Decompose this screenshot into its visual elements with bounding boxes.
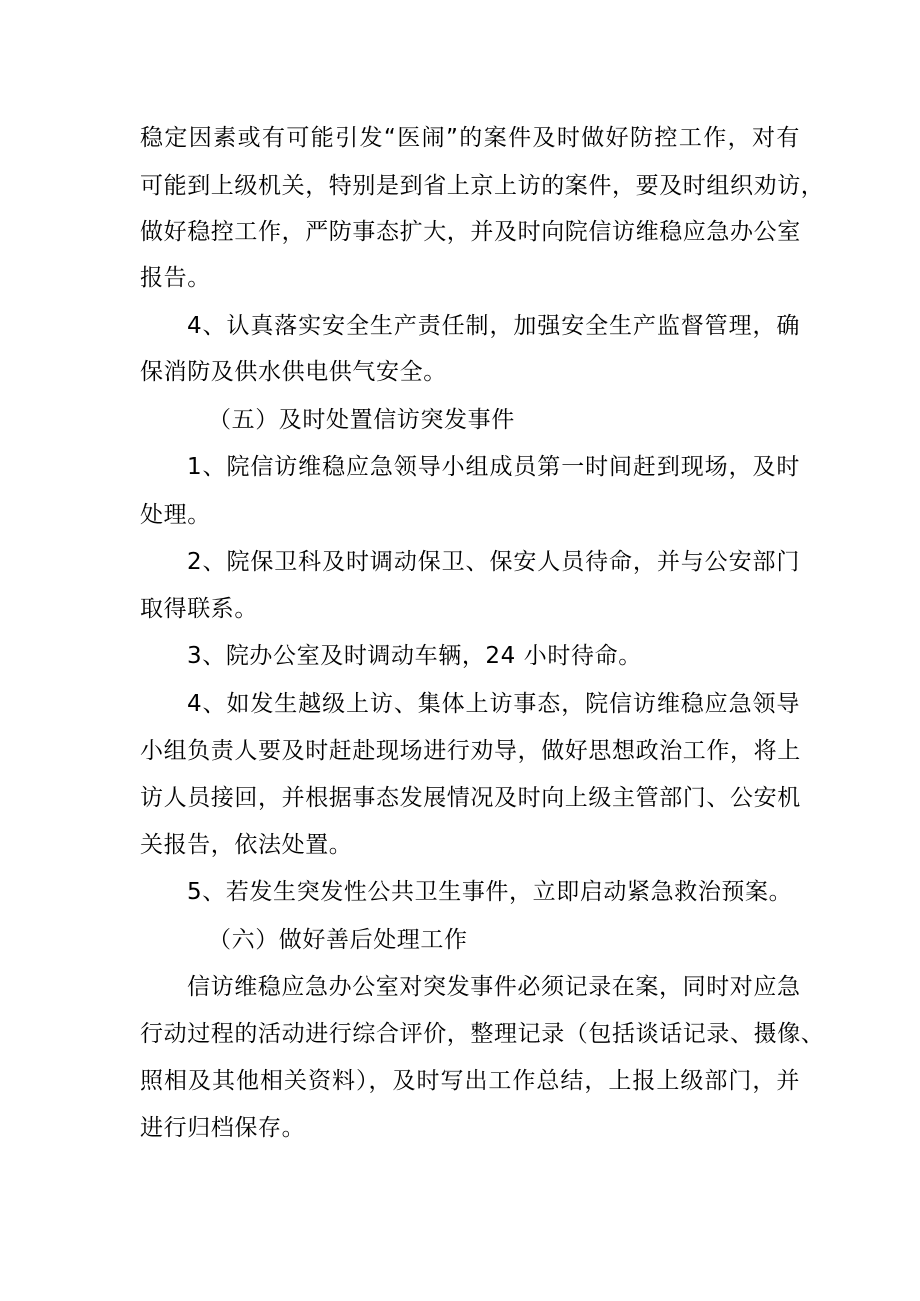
- section-heading: （六）做好善后处理工作: [208, 927, 468, 953]
- section-heading: （五）及时处置信访突发事件: [208, 407, 515, 433]
- paragraph-line: 取得联系。: [140, 596, 258, 622]
- paragraph-line: 行动过程的活动进行综合评价，整理记录（包括谈话记录、摄像、: [140, 1021, 825, 1047]
- paragraph-line: 照相及其他相关资料），及时写出工作总结，上报上级部门，并: [140, 1068, 800, 1094]
- paragraph-line: 报告。: [140, 265, 211, 291]
- list-item-line: 2、院保卫科及时调动保卫、保安人员待命，并与公安部门: [187, 549, 800, 575]
- list-item-line: 5、若发生突发性公共卫生事件，立即启动紧急救治预案。: [187, 879, 793, 905]
- list-item-line: 1、院信访维稳应急领导小组成员第一时间赶到现场，及时: [187, 454, 800, 480]
- paragraph-line: 小组负责人要及时赶赴现场进行劝导，做好思想政治工作，将上: [140, 738, 801, 764]
- list-item-line: 3、院办公室及时调动车辆，24 小时待命。: [187, 643, 642, 669]
- list-item-line: 4、如发生越级上访、集体上访事态，院信访维稳应急领导: [187, 691, 800, 717]
- paragraph-line: 关报告，依法处置。: [140, 832, 353, 858]
- paragraph-line: 可能到上级机关，特别是到省上京上访的案件，要及时组织劝访，: [140, 173, 825, 199]
- paragraph-line: 保消防及供水供电供气安全。: [140, 359, 447, 385]
- paragraph-line: 稳定因素或有可能引发“医闹”的案件及时做好防控工作，对有: [140, 125, 800, 151]
- paragraph-line: 进行归档保存。: [140, 1115, 306, 1141]
- paragraph-line: 信访维稳应急办公室对突发事件必须记录在案，同时对应急: [187, 974, 801, 1000]
- list-item-line: 4、认真落实安全生产责任制，加强安全生产监督管理，确: [187, 313, 800, 339]
- paragraph-line: 访人员接回，并根据事态发展情况及时向上级主管部门、公安机: [140, 785, 801, 811]
- paragraph-line: 处理。: [140, 502, 211, 528]
- paragraph-line: 做好稳控工作，严防事态扩大，并及时向院信访维稳应急办公室: [140, 219, 801, 245]
